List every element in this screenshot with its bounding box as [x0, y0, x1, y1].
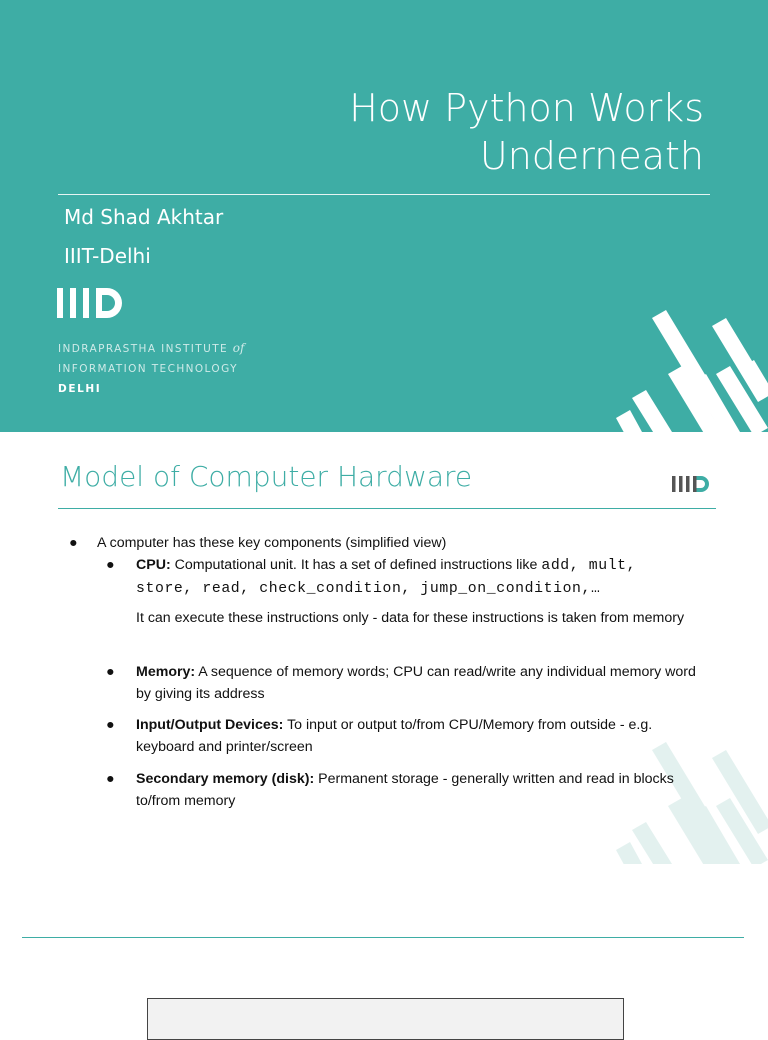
cpu-label: CPU:	[136, 557, 171, 573]
memory-label: Memory:	[136, 664, 196, 680]
institute-line-1	[58, 338, 244, 359]
memory-description	[136, 661, 696, 705]
cpu-description	[136, 554, 696, 600]
institute-name	[58, 338, 244, 399]
iiitd-small-logo-icon	[672, 475, 712, 493]
heading-divider	[58, 508, 716, 509]
disk-text: Permanent storage - generally written and read in blocks to/from memory	[136, 771, 674, 809]
io-text: To input or output to/from CPU/Memory from outside - e.g. keyboard and printer/screen	[136, 717, 653, 755]
bullet-icon: ●	[106, 717, 115, 733]
next-slide-preview[interactable]	[147, 998, 624, 1040]
slide-title-line-2: Underneath	[479, 134, 704, 178]
io-description	[136, 714, 696, 758]
title-divider	[58, 194, 710, 195]
cpu-code-1: add, mult,	[541, 558, 637, 574]
institute-line-2: INFORMATION TECHNOLOGY	[58, 363, 238, 375]
institute-line-1-text: INDRAPRASTHA INSTITUTE	[58, 343, 233, 355]
institute-line-3: DELHI	[58, 383, 102, 395]
hardware-slide	[0, 432, 768, 864]
author-affiliation: IIIT-Delhi	[64, 244, 151, 268]
io-label: Input/Output Devices:	[136, 717, 284, 733]
bullet-icon: ●	[106, 771, 115, 787]
iiitd-logo-icon	[57, 287, 125, 319]
title-slide	[0, 0, 768, 432]
cpu-code-2: store, read, check_condition, jump_on_condition,…	[136, 581, 601, 597]
institute-line-1-italic: of	[232, 341, 245, 355]
decorative-bars-icon	[612, 310, 768, 432]
bullet-icon: ●	[69, 535, 78, 551]
slide-title	[184, 84, 704, 180]
cpu-note-text: It can execute these instructions only - data for these instructions is taken from memory	[136, 610, 685, 626]
bullet-icon: ●	[106, 557, 115, 573]
disk-label: Secondary memory (disk):	[136, 771, 315, 787]
cpu-text: Computational unit. It has a set of defined instructions like	[170, 557, 542, 573]
slide-heading: Model of Computer Hardware	[60, 460, 473, 493]
slide-title-line-1: How Python Works	[349, 86, 704, 130]
slide-separator	[22, 937, 744, 938]
intro-text: A computer has these key components (simplified view)	[97, 535, 447, 551]
memory-text: A sequence of memory words; CPU can read/write any individual memory word by giving its address	[136, 664, 696, 702]
bullet-icon: ●	[106, 664, 115, 680]
author-name: Md Shad Akhtar	[64, 205, 224, 229]
disk-description	[136, 768, 696, 812]
